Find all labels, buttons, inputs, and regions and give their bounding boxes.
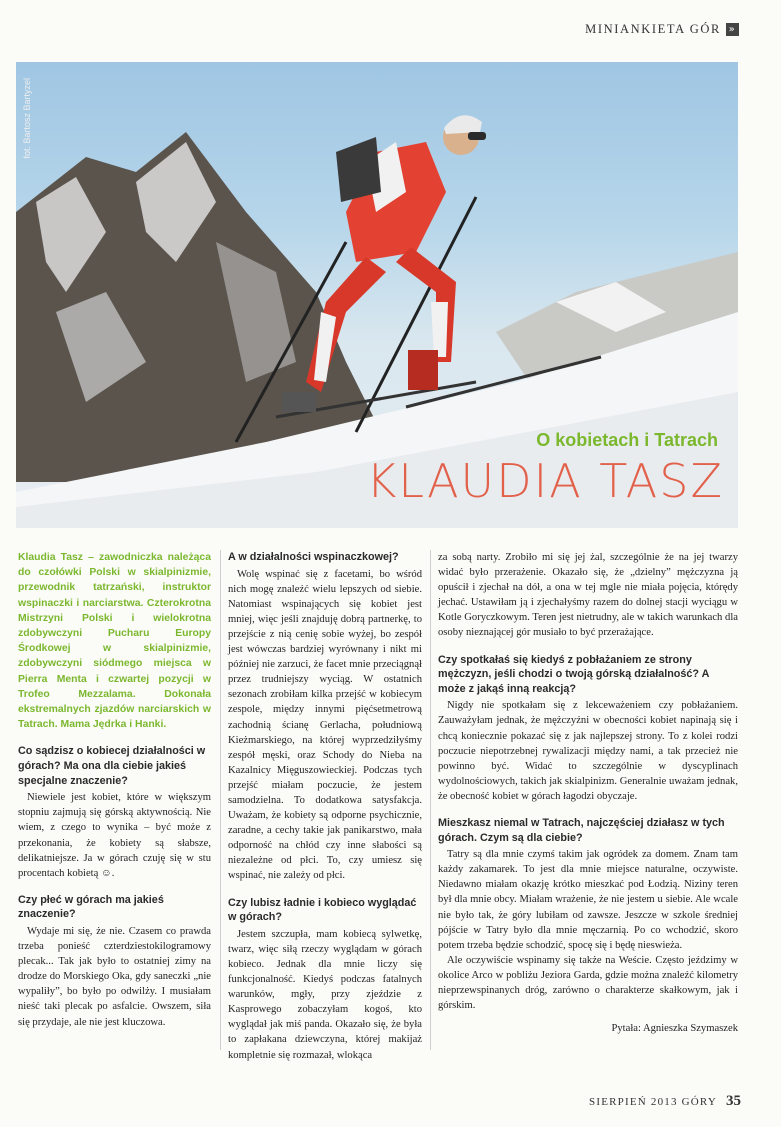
question: A w działalności wspinaczkowej? bbox=[228, 551, 399, 563]
question: Co sądzisz o kobiecej działalności w górach? Ma ona dla ciebie jakieś specjalne znaczenie? bbox=[18, 745, 206, 787]
column-divider bbox=[220, 550, 221, 1050]
answer: Jestem szczupła, mam kobiecą sylwetkę, twarz, więc siłą rzeczy wyglądam w górach kobieco. Jednak dla mnie liczy się funkcjonalność. Kiedyś podczas fatalnych warunków, mgły, przy zjeździe z Kasprowego zobaczyłam kogoś, kto wyglądał jak miś panda. Okazało się, że była to zapłakana dziewczyna, której makijaż kompletnie się rozmazał, wlokąca bbox=[228, 928, 422, 1061]
article-title: KLAUDIA TASZ bbox=[366, 454, 724, 508]
question: Mieszkasz niemal w Tatrach, najczęściej działasz w tych górach. Czym są dla ciebie? bbox=[438, 817, 725, 844]
answer-continued: za sobą narty. Zrobiło mi się jej żal, szczególnie że na jej twarzy widać było przerażenie. Okazało się, że „dzielny” mężczyzna ją opuścił i zjechał na dół, a ona w tej mgle nie miała pojęcia, którędy jechać. Ustawiłam ją i zjechałyśmy razem do dolnej stacji wyciągu w Kotle Goryczkowym. Teren jest nietrudny, ale w takich warunkach dla osoby nieznającej gór musiało to być przerażające. bbox=[438, 552, 738, 639]
question: Czy spotkałaś się kiedyś z pobłażaniem ze strony mężczyzn, jeśli chodzi o twoją górską działalność? A może z jakąś inną reakcją? bbox=[438, 653, 709, 695]
page-number: 35 bbox=[726, 1093, 741, 1109]
photo-credit: fot. Bartosz Bartyzel bbox=[22, 78, 32, 159]
section-header bbox=[585, 22, 739, 37]
column-3 bbox=[438, 550, 738, 1047]
section-label: MINIANKIETA GÓR bbox=[585, 22, 721, 36]
question: Czy płeć w górach ma jakieś znaczenie? bbox=[18, 893, 164, 921]
intro-text: Klaudia Tasz – zawodniczka należąca do czołówki Polski w skialpinizmie, przewodnik tatrzański, instruktor wspinaczki i narciarstwa. Czterokrotna Mistrzyni Polski i wielokrotna zdobywczyni Pucharu Europy Środkowej w skialpinizmie, zdobywczyni siódmego miejsca w Pierra Menta i czwartej pozycji w Trofeo Mezzalama. Dokonała ekstremalnych zjazdów narciarskich w Tatrach. Mama Jędrka i Hanki. bbox=[18, 552, 211, 731]
column-divider bbox=[430, 550, 431, 1050]
answer: Nigdy nie spotkałam się z lekceważeniem czy pobłażaniem. Zauważyłam jednak, że mężczyźni w obecności kobiet napinają się i chcą koniecznie pokazać się z jak najlepszej strony. To z kolei rodzi poczucie niepotrzebnej rywalizacji między nami, a tak przecież nie powinno być. Widać to szczególnie w dyscyplinach wydolnościowych, takich jak skialpinizm. Generalnie uważam jednak, że obecność kobiet w górach łagodzi obyczaje. bbox=[438, 700, 738, 802]
author-signature: Pytała: Agnieszka Szymaszek bbox=[611, 1023, 738, 1035]
article-subtitle: O kobietach i Tatrach bbox=[536, 430, 718, 450]
answer: Wydaje mi się, że nie. Czasem co prawda trzeba ponieść czterdziestokilogramowy plecak... Tak jak było to ostatniej zimy na drodze do Morskiego Oka, gdy saneczki „nie wypaliły”, bo było po odwilży. I musiałam nieść taki plecak po asfalcie. Owszem, siła się przydaje, ale nie jest kluczowa. bbox=[18, 925, 211, 1028]
issue-label: SIERPIEŃ 2013 GÓRY bbox=[589, 1096, 717, 1108]
question: Czy lubisz ładnie i kobieco wyglądać w górach? bbox=[228, 896, 417, 924]
answer: Niewiele jest kobiet, które w większym stopniu zajmują się górską aktywnością. Nie wiem, z czego to wynika – być może z przekonania, że kobiety są słabsze, delikatniejsze. Ja w górach czuję się w stu procentach kobietą ☺. bbox=[18, 792, 211, 879]
answer: Tatry są dla mnie czymś takim jak ogródek za domem. Znam tam każdy zakamarek. To jest dla mnie miejsce naturalne, oczywiste. Niedawno miałam okazję krótko mieszkać pod Łodzią. Niziny teren był dla mnie obcy. Miałam wrażenie, że nie jestem u siebie. Ale wcale nie było tak, że góry lubiłam od zawsze. Jeszcze w szkole średniej pójście w Tatry było dla mnie męczarnią. Po co wchodzić, skoro potem trzeba będzie schodzić, spocę się i będę nieswieża. bbox=[438, 849, 738, 951]
page-footer bbox=[589, 1093, 741, 1110]
column-2 bbox=[228, 550, 422, 1063]
chevron-right-icon: » bbox=[726, 23, 739, 36]
column-1 bbox=[18, 550, 211, 1030]
answer: Wolę wspinać się z facetami, bo wśród nich mogę znaleźć wielu lepszych od siebie. Natomiast wspinających się kobiet jest mniej, więc jeśli znajduję dobrą partnerkę, to przejście z nią cenię sobie wyżej, bo zespół jest wówczas bardziej wyrównany i nikt mi później nie zarzuci, że facet mnie przeciągnął przez trudniejszy wyciąg. W ostatnich sezonach zrobiłam kilka przejść w kobiecym zespole, między innymi pięćsetmetrową zachodnią ścianę Gerlacha, południową Kieżmarskiego, na której wyprzedziłyśmy zespół męski, oraz Schody do Nieba na Kazalnicy Mięguszowieckiej. Podczas tych przejść miałam poczucie, że jestem samodzielna. To dodatkowa satysfakcja. Uważam, że kobiety są odporne psychicznie, zaradne, a cechy takie jak panikarstwo, mała odporność na chłód czy inne słabości są niezależne od płci. To, czy umiesz się wspinać, nie zależy od płci. bbox=[228, 568, 422, 882]
hero-photo bbox=[16, 62, 738, 528]
answer: Ale oczywiście wspinamy się także na Weście. Często jeździmy w okolice Arco w pobliżu Jeziora Garda, gdzie można znaleźć kilometry nieprzewspinanych dróg, zarówno o charakterze skałkowym, jak i górskim. bbox=[438, 954, 738, 1012]
